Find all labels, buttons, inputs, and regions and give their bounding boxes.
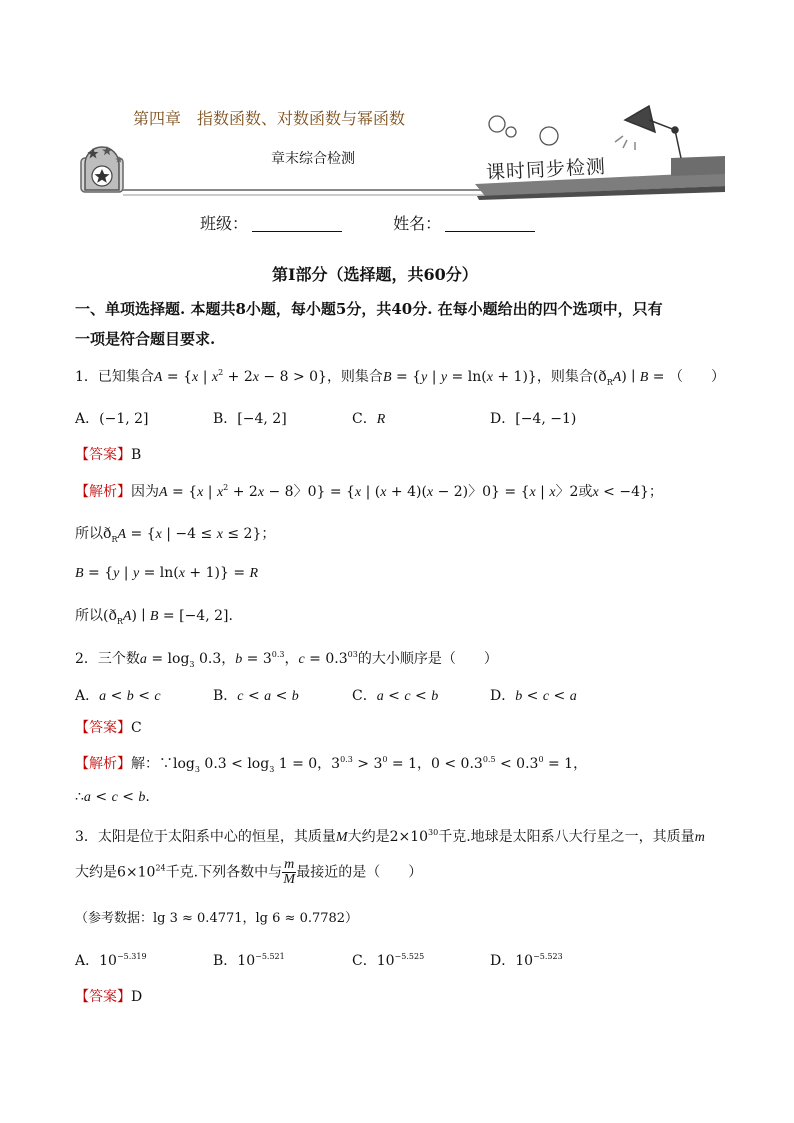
q1-analysis-line2: 所以$ð_RA = \{x$ | −4 ≤ x ≤ 2}； [75, 526, 276, 544]
q2-option-d[interactable]: D．b < c < a [490, 688, 577, 704]
q3-option-b[interactable]: B．$10^{-5.521}$ [213, 952, 285, 969]
q2-prompt: 2．三个数$a = \log_3 0.3$，$b = 3^{0.3}$，$c = 0.3^{03}$的大小顺序是（ ） [75, 650, 498, 669]
decorative-circles [489, 116, 558, 145]
q3-fraction: $\frac{m}{M}$ [283, 857, 295, 887]
q2-option-b[interactable]: B．c < a < b [213, 688, 299, 704]
q2-analysis-line1: 【解析】解：$\because\log_3$ $0.3 < \log_3 1 = 0$，$3^{0.3} > 3^0 = 1$，$0 < 0.3^{0.5} < 0.3^0 = 1$， [75, 755, 588, 774]
q1-answer-value: B [131, 447, 142, 463]
q1-answer [75, 444, 141, 464]
q1-analysis-line1: 【解析】因为A = {x | $x^2 + 2x - 8$〉0} = {x | (x + 4)(x − 2)〉0} = {x | x〉2或x < −4}； [75, 483, 663, 500]
class-field[interactable] [252, 217, 342, 232]
section-heading-line1: 一、单项选择题. 本题共8小题，每小题5分，共40分. 在每小题给出的四个选项中，只有 [75, 300, 663, 318]
q3-line1: 3．太阳是位于太阳系中心的恒星，其质量M大约是$2\times 10^{30}$千克.地球是太阳系八大行星之一，其质量m [75, 828, 705, 845]
q3-answer-value: D [131, 989, 143, 1005]
q2-option-a[interactable]: A．a < b < c [75, 688, 161, 704]
q1-analysis-line3: B = {y | y = ln(x + 1)} = R [75, 565, 259, 581]
q2-answer: 【答案】C [75, 720, 142, 736]
answer-label: 【答案】 [75, 447, 131, 463]
student-info-row [200, 211, 535, 234]
class-label: 班级： [200, 214, 249, 233]
q3-option-c[interactable]: C．$10^{-5.525}$ [352, 952, 425, 969]
analysis-label: 【解析】 [75, 484, 131, 500]
q1-option-b[interactable]: B．[−4, 2] [213, 411, 287, 427]
star-badge-icon [81, 146, 123, 192]
q1-analysis-line4: 所以$(ð_RA)$ ∣ B = [−4, 2]. [75, 608, 233, 626]
q3-reference: （参考数据：lg 3 ≈ 0.4771，lg 6 ≈ 0.7782） [75, 911, 359, 926]
q1-prompt-c: （ ） [668, 369, 725, 385]
q1-prompt-target: 则集合$(ð_RA)$ ∣ B = [550, 369, 669, 387]
desk-lamp-icon [615, 106, 681, 158]
chapter-title: 第四章 指数函数、对数函数与幂函数 [133, 109, 406, 128]
q1-set-a: A [153, 370, 163, 385]
q1-prompt-b: ，则集合 [326, 369, 383, 385]
q1-number: 1． [75, 369, 98, 385]
q2-analysis-line2: ∴a < c < b. [75, 789, 150, 805]
q1-prompt-a: 已知集合 [97, 369, 154, 385]
q2-option-c[interactable]: C．a < c < b [352, 688, 439, 704]
q1-option-a[interactable]: A．(−1, 2] [75, 411, 149, 427]
q2-answer-value: C [131, 720, 142, 736]
banner-brand: 课时同步检测 [485, 155, 607, 184]
section-heading-line2: 一项是符合题目要求. [75, 330, 216, 348]
q3-line2: 大约是$6\times 10^{24}$千克.下列各数中与 $\frac{m}{M}$ 最接近的是（ ） [75, 857, 423, 887]
banner-stripe [123, 156, 725, 200]
q1-option-d[interactable]: D．[−4, −1) [490, 411, 577, 427]
part-title: 第Ⅰ部分（选择题，共60分） [272, 265, 478, 284]
section-subtitle: 章末综合检测 [271, 151, 355, 167]
q3-answer: 【答案】D [75, 989, 143, 1005]
q3-option-d[interactable]: D．$10^{-5.523}$ [490, 952, 563, 969]
q3-option-a[interactable]: A．$10^{-5.319}$ [75, 952, 147, 969]
q1-option-c[interactable]: C．R [352, 411, 386, 427]
q1-prompt: 1．已知集合A = {x | $x^2 + 2x - 8 > 0$}，则集合B = {y | y = ln(x + 1)}，则集合$(ð_RA)$ ∣ B = （ ） [75, 368, 725, 387]
name-field[interactable] [445, 217, 535, 232]
name-label: 姓名： [393, 214, 442, 233]
